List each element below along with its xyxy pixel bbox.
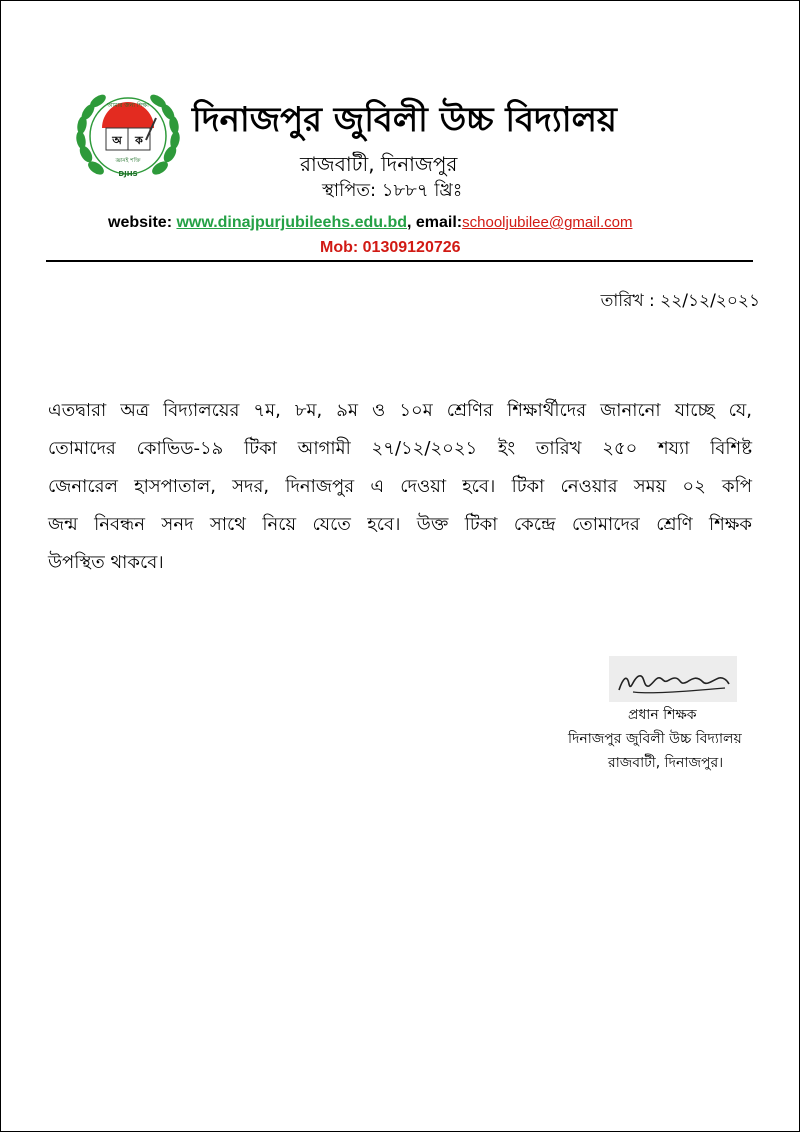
school-name: দিনাজপুর জুবিলী উচ্চ বিদ্যালয় <box>192 100 617 140</box>
notice-line: জেনারেল হাসপাতাল, সদর, দিনাজপুর এ দেওয়া হবে। টিকা নেওয়ার সময় ০২ কপি <box>48 476 752 497</box>
email-label: , email: <box>407 214 463 231</box>
logo-top-text: আমার জন্য শিক্ষা <box>107 102 149 109</box>
school-location: রাজবাটী, দিনাজপুর <box>300 152 458 176</box>
notice-line: এতদ্বারা অত্র বিদ্যালয়ের ৭ম, ৮ম, ৯ম ও ১০ম শ্রেণির শিক্ষার্থীদের জানানো যাচ্ছে যে, <box>48 400 752 421</box>
established-year: স্থাপিত: ১৮৮৭ খ্রিঃ <box>322 180 463 201</box>
school-logo <box>72 80 184 192</box>
signature-image <box>609 656 737 702</box>
signer-school: দিনাজপুর জুবিলী উচ্চ বিদ্যালয় <box>568 731 742 747</box>
signer-address: রাজবাটী, দিনাজপুর। <box>608 755 724 771</box>
logo-letter-right: ক <box>135 134 143 147</box>
notice-line: উপস্থিত থাকবে। <box>48 552 164 573</box>
website-link[interactable]: www.dinajpurjubileehs.edu.bd <box>176 214 407 231</box>
email-link[interactable]: schooljubilee@gmail.com <box>462 214 633 231</box>
mobile-number: Mob: 01309120726 <box>320 239 461 256</box>
notice-body <box>48 392 752 582</box>
header-divider <box>46 260 753 262</box>
logo-letter-left: অ <box>112 134 122 147</box>
website-label: website: <box>108 214 177 231</box>
logo-abbreviation: DJHS <box>118 170 138 178</box>
handwritten-signature-icon <box>609 656 737 702</box>
signer-title: প্রধান শিক্ষক <box>628 707 697 723</box>
contact-line <box>108 211 728 235</box>
notice-line: তোমাদের কোভিড-১৯ টিকা আগামী ২৭/১২/২০২১ ইং তারিখ ২৫০ শয্যা বিশিষ্ট <box>48 438 752 459</box>
signer-block <box>540 703 754 775</box>
logo-bottom-text: জ্ঞানই শক্তি <box>115 158 141 164</box>
notice-date: তারিখ : ২২/১২/২০২১ <box>600 291 760 311</box>
notice-line: জন্ম নিবন্ধন সনদ সাথে নিয়ে যেতে হবে। উক্ত টিকা কেন্দ্রে তোমাদের শ্রেণি শিক্ষক <box>48 514 752 535</box>
